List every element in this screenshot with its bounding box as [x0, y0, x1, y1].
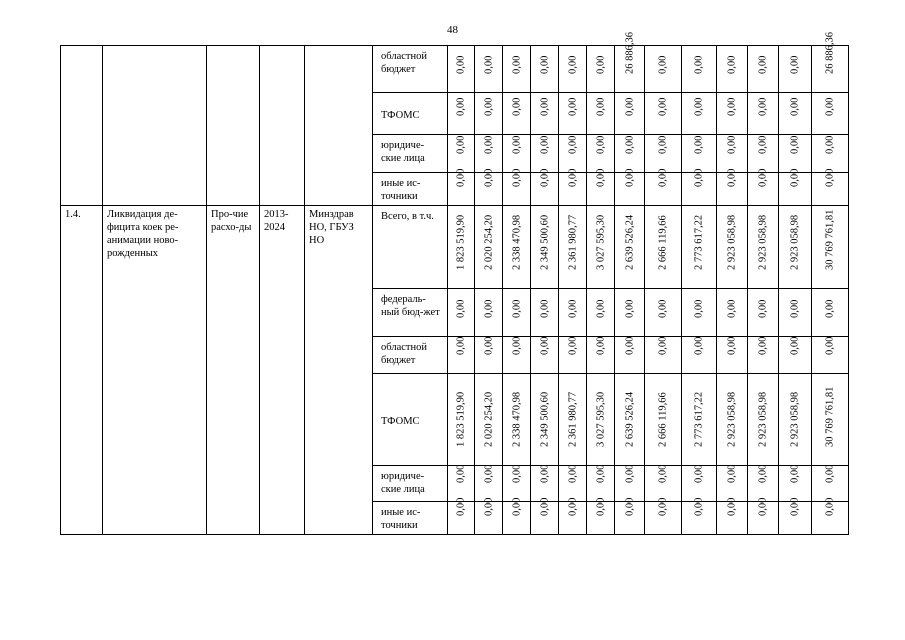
- amount-cell: [717, 497, 748, 535]
- amount-value: 0,00: [623, 464, 635, 483]
- amount-value: 2 773 617,22: [693, 214, 705, 270]
- amount-value: 0,00: [757, 168, 769, 187]
- amount-value: 2 361 980,77: [566, 391, 578, 447]
- amount-value: 0,00: [824, 336, 836, 355]
- funding-source: иные ис-точники: [373, 173, 448, 206]
- amount-cell: [475, 135, 503, 173]
- amount-cell: [645, 168, 682, 206]
- amount-cell: [448, 466, 475, 502]
- amount-cell: [779, 46, 812, 93]
- amount-value: 0,00: [789, 55, 801, 74]
- amount-value: 0,00: [693, 168, 705, 187]
- amount-cell: [559, 206, 587, 289]
- amount-cell: [615, 289, 645, 337]
- amount-cell: [475, 168, 503, 206]
- amount-value: 0,00: [566, 168, 578, 187]
- amount-value: 0,00: [510, 168, 522, 187]
- funding-source: юридиче-ские лица: [373, 135, 448, 173]
- funding-source: ТФОМС: [373, 374, 448, 466]
- amount-value: 0,00: [726, 299, 738, 318]
- amount-value: 0,00: [594, 464, 606, 483]
- amount-cell: [748, 135, 779, 173]
- amount-cell: [748, 93, 779, 135]
- amount-cell: [717, 289, 748, 337]
- amount-value: 0,00: [657, 135, 669, 154]
- amount-cell: [503, 168, 531, 206]
- amount-cell: [503, 289, 531, 337]
- amount-cell: [475, 497, 503, 535]
- amount-value: 0,00: [726, 168, 738, 187]
- amount-cell: [587, 497, 615, 535]
- amount-cell: [503, 46, 531, 93]
- amount-value: 0,00: [566, 97, 578, 116]
- amount-cell: [559, 93, 587, 135]
- amount-value: 2 639 526,24: [623, 391, 635, 447]
- amount-value: 0,00: [482, 135, 494, 154]
- amount-cell: [615, 374, 645, 466]
- amount-value: 2 666 119,66: [657, 392, 669, 447]
- amount-cell: [645, 497, 682, 535]
- amount-value: 0,00: [693, 135, 705, 154]
- amount-cell: [779, 497, 812, 535]
- amount-cell: [812, 497, 849, 535]
- amount-cell: [531, 289, 559, 337]
- amount-value: 0,00: [566, 336, 578, 355]
- amount-cell: [717, 466, 748, 502]
- amount-cell: [475, 466, 503, 502]
- amount-value: 0,00: [824, 135, 836, 154]
- amount-cell: [748, 374, 779, 466]
- amount-cell: [645, 135, 682, 173]
- amount-value: 0,00: [789, 299, 801, 318]
- amount-value: 0,00: [726, 464, 738, 483]
- amount-cell: [645, 466, 682, 502]
- amount-cell: [645, 206, 682, 289]
- amount-cell: [448, 93, 475, 135]
- amount-value: 0,00: [566, 299, 578, 318]
- amount-cell: [475, 374, 503, 466]
- amount-cell: [717, 374, 748, 466]
- amount-cell: [475, 46, 503, 93]
- amount-cell: [779, 93, 812, 135]
- amount-value: 0,00: [566, 55, 578, 74]
- amount-cell: [559, 46, 587, 93]
- amount-cell: [717, 168, 748, 206]
- amount-value: 0,00: [455, 299, 467, 318]
- amount-cell: [682, 206, 717, 289]
- amount-cell: [779, 206, 812, 289]
- amount-value: 0,00: [482, 464, 494, 483]
- amount-value: 0,00: [510, 299, 522, 318]
- amount-value: 2 020 254,20: [482, 391, 494, 447]
- amount-value: 0,00: [594, 97, 606, 116]
- funding-source: иные ис-точники: [373, 502, 448, 535]
- amount-value: 3 027 595,30: [594, 391, 606, 447]
- amount-cell: [779, 289, 812, 337]
- amount-cell: [812, 168, 849, 206]
- amount-cell: [748, 337, 779, 374]
- amount-cell: [779, 337, 812, 374]
- amount-value: 2 338 470,98: [510, 214, 522, 270]
- amount-value: 0,00: [538, 168, 550, 187]
- amount-value: 0,00: [510, 97, 522, 116]
- amount-cell: [587, 46, 615, 93]
- amount-value: 0,00: [455, 336, 467, 355]
- amount-value: 30 769 761,81: [824, 209, 836, 270]
- amount-cell: [615, 466, 645, 502]
- amount-value: 0,00: [538, 55, 550, 74]
- amount-value: 0,00: [693, 497, 705, 516]
- amount-value: 0,00: [623, 336, 635, 355]
- amount-cell: [475, 337, 503, 374]
- amount-value: 0,00: [726, 97, 738, 116]
- amount-value: 0,00: [510, 336, 522, 355]
- amount-cell: [615, 168, 645, 206]
- prev-type-cell: [207, 46, 260, 206]
- amount-value: 0,00: [538, 97, 550, 116]
- amount-cell: [448, 46, 475, 93]
- amount-cell: [559, 289, 587, 337]
- amount-cell: [779, 466, 812, 502]
- amount-value: 3 027 595,30: [594, 214, 606, 270]
- amount-value: 0,00: [693, 464, 705, 483]
- funding-source: Всего, в т.ч.: [373, 206, 448, 289]
- amount-cell: [812, 135, 849, 173]
- amount-value: 0,00: [657, 97, 669, 116]
- amount-cell: [587, 374, 615, 466]
- amount-value: 0,00: [623, 135, 635, 154]
- item-period: 2013-2024: [260, 206, 305, 535]
- amount-cell: [717, 93, 748, 135]
- amount-value: 0,00: [538, 464, 550, 483]
- amount-cell: [717, 206, 748, 289]
- amount-cell: [559, 374, 587, 466]
- amount-cell: [587, 289, 615, 337]
- amount-cell: [559, 337, 587, 374]
- amount-value: 2 923 058,98: [789, 391, 801, 447]
- amount-cell: [615, 93, 645, 135]
- amount-value: 0,00: [455, 55, 467, 74]
- amount-cell: [717, 337, 748, 374]
- amount-value: 0,00: [757, 299, 769, 318]
- amount-value: 0,00: [824, 168, 836, 187]
- amount-cell: [531, 374, 559, 466]
- amount-cell: [645, 337, 682, 374]
- amount-value: 2 923 058,98: [726, 214, 738, 270]
- budget-table-body: [61, 31, 849, 535]
- amount-value: 0,00: [693, 97, 705, 116]
- amount-cell: [559, 497, 587, 535]
- amount-value: 0,00: [657, 299, 669, 318]
- amount-value: 0,00: [623, 497, 635, 516]
- amount-value: 2 666 119,66: [657, 215, 669, 270]
- budget-table: [60, 31, 849, 535]
- amount-value: 26 886,36: [824, 31, 836, 74]
- item-type: Про-чие расхо-ды: [207, 206, 260, 535]
- amount-cell: [682, 135, 717, 173]
- amount-cell: [448, 337, 475, 374]
- amount-value: 0,00: [455, 168, 467, 187]
- prev-executor-cell: [305, 46, 373, 206]
- amount-value: 2 361 980,77: [566, 214, 578, 270]
- amount-cell: [682, 93, 717, 135]
- amount-cell: [503, 497, 531, 535]
- amount-value: 0,00: [726, 135, 738, 154]
- amount-value: 0,00: [482, 168, 494, 187]
- prev-period-cell: [260, 46, 305, 206]
- amount-cell: [682, 168, 717, 206]
- amount-cell: [779, 168, 812, 206]
- amount-cell: [503, 135, 531, 173]
- amount-cell: [475, 289, 503, 337]
- amount-cell: [531, 93, 559, 135]
- amount-value: 0,00: [789, 497, 801, 516]
- amount-value: 0,00: [510, 55, 522, 74]
- amount-value: 0,00: [726, 55, 738, 74]
- item-executor: Минздрав НО, ГБУЗ НО: [305, 206, 373, 535]
- amount-cell: [748, 46, 779, 93]
- amount-value: 0,00: [566, 135, 578, 154]
- amount-cell: [682, 374, 717, 466]
- amount-cell: [587, 466, 615, 502]
- amount-value: 2 923 058,98: [726, 391, 738, 447]
- amount-cell: [448, 206, 475, 289]
- amount-value: 0,00: [538, 497, 550, 516]
- amount-value: 0,00: [789, 464, 801, 483]
- amount-cell: [448, 497, 475, 535]
- amount-cell: [748, 289, 779, 337]
- amount-value: 2 349 500,60: [538, 391, 550, 447]
- amount-value: 0,00: [594, 299, 606, 318]
- amount-value: 2 349 500,60: [538, 214, 550, 270]
- amount-value: 0,00: [510, 497, 522, 516]
- amount-value: 0,00: [757, 336, 769, 355]
- amount-value: 0,00: [757, 97, 769, 116]
- amount-cell: [645, 374, 682, 466]
- amount-cell: [531, 46, 559, 93]
- amount-cell: [475, 93, 503, 135]
- amount-value: 0,00: [693, 299, 705, 318]
- amount-cell: [615, 135, 645, 173]
- amount-value: 0,00: [789, 336, 801, 355]
- amount-cell: [587, 93, 615, 135]
- amount-cell: [587, 135, 615, 173]
- amount-cell: [448, 289, 475, 337]
- amount-value: 0,00: [657, 497, 669, 516]
- amount-value: 0,00: [757, 55, 769, 74]
- amount-value: 1 823 519,90: [455, 391, 467, 447]
- amount-value: 0,00: [693, 336, 705, 355]
- funding-source: федераль-ный бюд-жет: [373, 289, 448, 337]
- amount-cell: [615, 497, 645, 535]
- amount-value: 0,00: [538, 135, 550, 154]
- amount-value: 0,00: [482, 336, 494, 355]
- amount-value: 2 923 058,98: [789, 214, 801, 270]
- amount-cell: [615, 337, 645, 374]
- amount-value: 0,00: [623, 97, 635, 116]
- funding-source: ТФОМС: [373, 93, 448, 135]
- amount-value: 0,00: [623, 299, 635, 318]
- amount-cell: [531, 168, 559, 206]
- amount-value: 0,00: [510, 464, 522, 483]
- amount-cell: [531, 206, 559, 289]
- amount-value: 0,00: [726, 336, 738, 355]
- amount-cell: [503, 337, 531, 374]
- amount-value: 2 020 254,20: [482, 214, 494, 270]
- amount-value: 0,00: [623, 168, 635, 187]
- prev-number-cell: [61, 46, 103, 206]
- amount-cell: [812, 337, 849, 374]
- amount-value: 0,00: [594, 336, 606, 355]
- amount-cell: [717, 46, 748, 93]
- prev-name-cell: [103, 46, 207, 206]
- amount-value: 0,00: [455, 497, 467, 516]
- table-row: [61, 46, 849, 93]
- amount-value: 0,00: [757, 497, 769, 516]
- amount-value: 0,00: [482, 55, 494, 74]
- amount-cell: [682, 466, 717, 502]
- amount-cell: [748, 168, 779, 206]
- amount-value: 2 773 617,22: [693, 391, 705, 447]
- amount-value: 0,00: [455, 464, 467, 483]
- amount-cell: [559, 135, 587, 173]
- table-row: [61, 206, 849, 289]
- amount-cell: [587, 168, 615, 206]
- amount-value: 0,00: [482, 299, 494, 318]
- amount-cell: [503, 374, 531, 466]
- amount-value: 2 338 470,98: [510, 391, 522, 447]
- amount-value: 0,00: [538, 336, 550, 355]
- amount-cell: [448, 135, 475, 173]
- amount-cell: [748, 497, 779, 535]
- amount-cell: [448, 168, 475, 206]
- amount-cell: [531, 466, 559, 502]
- page-number: 48: [447, 24, 458, 36]
- amount-cell: [748, 466, 779, 502]
- amount-cell: [645, 93, 682, 135]
- amount-value: 26 886,36: [623, 31, 635, 74]
- amount-cell: [812, 374, 849, 466]
- amount-cell: [682, 497, 717, 535]
- amount-cell: [531, 497, 559, 535]
- amount-cell: [587, 337, 615, 374]
- amount-value: 0,00: [594, 135, 606, 154]
- amount-cell: [812, 289, 849, 337]
- amount-cell: [682, 337, 717, 374]
- amount-cell: [717, 135, 748, 173]
- amount-value: 0,00: [757, 135, 769, 154]
- funding-source: областной бюджет: [373, 337, 448, 374]
- amount-cell: [503, 466, 531, 502]
- amount-cell: [559, 466, 587, 502]
- amount-value: 0,00: [657, 336, 669, 355]
- amount-value: 0,00: [824, 299, 836, 318]
- amount-value: 0,00: [455, 135, 467, 154]
- amount-value: 1 823 519,90: [455, 214, 467, 270]
- amount-value: 2 639 526,24: [623, 214, 635, 270]
- amount-cell: [531, 135, 559, 173]
- amount-value: 0,00: [726, 497, 738, 516]
- amount-cell: [503, 206, 531, 289]
- amount-value: 0,00: [538, 299, 550, 318]
- funding-source: областной бюджет: [373, 46, 448, 93]
- amount-cell: [531, 337, 559, 374]
- amount-cell: [475, 206, 503, 289]
- amount-value: 0,00: [693, 55, 705, 74]
- amount-value: 0,00: [657, 168, 669, 187]
- amount-value: 0,00: [482, 97, 494, 116]
- amount-value: 0,00: [482, 497, 494, 516]
- amount-value: 0,00: [455, 97, 467, 116]
- amount-cell: [812, 206, 849, 289]
- amount-cell: [645, 289, 682, 337]
- amount-value: 0,00: [824, 497, 836, 516]
- amount-value: 0,00: [594, 497, 606, 516]
- amount-cell: [812, 93, 849, 135]
- amount-value: 0,00: [566, 464, 578, 483]
- amount-cell: [448, 374, 475, 466]
- amount-value: 0,00: [510, 135, 522, 154]
- amount-value: 0,00: [789, 97, 801, 116]
- amount-cell: [779, 374, 812, 466]
- amount-value: 0,00: [824, 97, 836, 116]
- amount-cell: [682, 289, 717, 337]
- amount-cell: [559, 168, 587, 206]
- amount-cell: [779, 135, 812, 173]
- amount-value: 0,00: [789, 135, 801, 154]
- item-name: Ликвидация де-фицита коек ре-анимации ново-рожденных: [103, 206, 207, 535]
- amount-cell: [645, 46, 682, 93]
- amount-value: 2 923 058,98: [757, 214, 769, 270]
- amount-cell: [812, 31, 849, 93]
- amount-value: 0,00: [789, 168, 801, 187]
- amount-value: 0,00: [566, 497, 578, 516]
- amount-value: 0,00: [594, 55, 606, 74]
- amount-value: 0,00: [824, 464, 836, 483]
- amount-value: 0,00: [657, 464, 669, 483]
- amount-value: 0,00: [657, 55, 669, 74]
- amount-value: 2 923 058,98: [757, 391, 769, 447]
- amount-cell: [503, 93, 531, 135]
- amount-cell: [748, 206, 779, 289]
- amount-value: 0,00: [757, 464, 769, 483]
- item-number: 1.4.: [61, 206, 103, 535]
- amount-cell: [682, 46, 717, 93]
- amount-value: 30 769 761,81: [824, 386, 836, 447]
- amount-cell: [615, 206, 645, 289]
- amount-cell: [587, 206, 615, 289]
- amount-cell: [615, 31, 645, 93]
- amount-value: 0,00: [594, 168, 606, 187]
- amount-cell: [812, 466, 849, 502]
- funding-source: юридиче-ские лица: [373, 466, 448, 502]
